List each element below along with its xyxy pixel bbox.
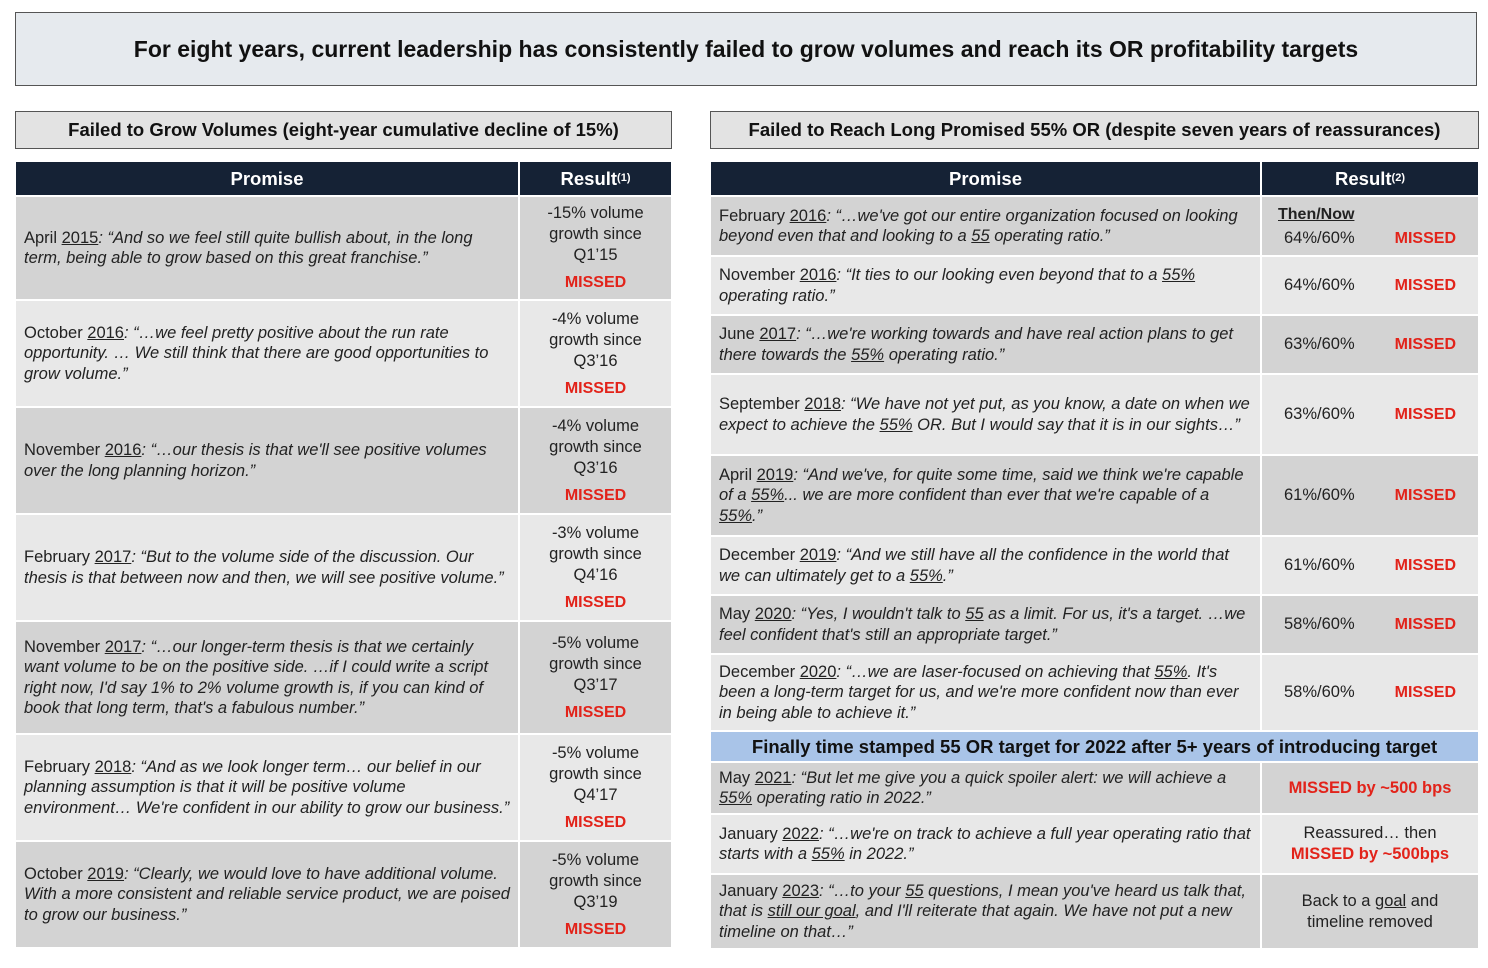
promise-quote-part: 55% — [1154, 662, 1188, 681]
promise-cell — [711, 763, 1260, 813]
page-title: For eight years, current leadership has consistently failed to grow volumes and reach its OR profitability targets — [133, 35, 1359, 62]
promise-quote-part: : “We have not yet put, as you know, a date on when we expect to achieve the — [719, 395, 1250, 434]
result-cell — [518, 197, 671, 299]
footnote-marker: (1) — [617, 171, 631, 184]
or-promise-row — [711, 314, 1478, 373]
or-then-now-value: 63%/60% — [1284, 335, 1355, 353]
promise-quote-part: 55% — [851, 345, 885, 364]
promise-text — [719, 265, 1254, 306]
result-values — [1262, 555, 1478, 576]
volume-promise-row — [16, 195, 671, 299]
volume-promise-row — [16, 406, 671, 513]
result-cell — [1260, 537, 1478, 594]
or-promise-row — [711, 195, 1478, 255]
promise-date: October — [24, 323, 88, 342]
volume-promise-row — [16, 513, 671, 620]
or-promise-row — [711, 594, 1478, 653]
missed-label: MISSED — [564, 920, 627, 938]
promise-quote-part: operating ratio.” — [719, 286, 835, 305]
result-values — [1262, 485, 1478, 506]
result-note-goal: goal — [1375, 891, 1407, 910]
promise-quote-part: 55 — [971, 227, 990, 245]
right-section-heading — [710, 111, 1479, 149]
promise-quote-part: operating ratio.” — [989, 227, 1110, 245]
promise-quote-part: , and I'll reiterate that again. We have not put a new timeline on that…” — [719, 902, 1232, 941]
result-values — [1262, 404, 1478, 425]
promise-quote-part: : “It ties to our looking even beyond that to a — [836, 266, 1163, 284]
promise-quote-part: : “…we've got our entire organization focused on looking beyond even that and looking to a — [719, 206, 1238, 245]
col-promise-header: Promise — [948, 167, 1022, 189]
volume-promise-row — [16, 620, 671, 733]
missed-label: MISSED — [564, 593, 627, 611]
missed-label: MISSED — [1394, 487, 1456, 504]
promise-cell — [711, 875, 1260, 948]
result-cell — [1260, 763, 1478, 813]
promise-cell — [16, 301, 518, 406]
or-then-now-value: 64%/60% — [1284, 228, 1355, 247]
promise-quote-part: 55% — [719, 789, 753, 807]
promise-year: 2020 — [799, 662, 837, 681]
result-cell — [1260, 596, 1478, 653]
promise-quote-part: ... we are more confident than ever that we're capable of a — [784, 486, 1210, 505]
missed-label: MISSED — [564, 703, 627, 721]
promise-quote-part: OR. But I would say that it is in our sights…” — [912, 415, 1240, 434]
promise-quote-part: as a limit. For us, it's a target. …we feel confident that's still an appropriate target.” — [719, 605, 1246, 644]
missed-label: MISSED — [1394, 557, 1456, 574]
result-values — [1262, 275, 1478, 296]
promise-cell — [711, 197, 1260, 255]
footnote-marker: (2) — [1391, 171, 1405, 184]
col-result-header: Result $^{(2)}$ — [1260, 162, 1478, 195]
promise-year: 2019 — [756, 465, 794, 484]
promise-quote-part: 55% — [751, 486, 785, 505]
result-text: -4% volume growth since Q3’16 — [549, 309, 642, 370]
promise-quote-part: still our goal — [767, 902, 856, 921]
promise-year: 2015 — [61, 228, 99, 247]
promise-quote-part: 55 — [905, 881, 924, 900]
or-then-now-value: 58%/60% — [1284, 683, 1355, 701]
promise-quote: : “And as we look longer term… our belief in our planning assumption is that it will be positive volume environment… We're confident in our ability to grow our business.” — [24, 757, 510, 817]
promise-text — [719, 465, 1254, 527]
promise-quote: : “And so we feel still quite bullish about, in the long term, being able to grow based on this great franchise.” — [24, 228, 473, 267]
promise-date: January — [719, 824, 783, 843]
promise-year: 2023 — [782, 881, 820, 900]
promise-cell — [711, 257, 1260, 314]
left-section-heading — [15, 111, 672, 149]
promise-cell — [16, 842, 518, 947]
result-text: -15% volume growth since Q1’15 — [547, 204, 644, 264]
or-table-header — [711, 162, 1478, 195]
promise-year: 2019 — [799, 546, 837, 564]
promise-cell — [16, 622, 518, 733]
result-note — [1262, 891, 1478, 933]
promise-date: November — [719, 266, 800, 284]
promise-date: April — [719, 465, 757, 484]
result-cell — [518, 408, 671, 513]
or-final-row — [711, 873, 1478, 948]
missed-label: MISSED — [1394, 616, 1456, 633]
missed-label: MISSED — [564, 486, 627, 504]
promise-year: 2016 — [104, 441, 142, 459]
promise-text — [719, 394, 1254, 435]
promise-text — [719, 881, 1254, 943]
promise-cell — [711, 815, 1260, 873]
promise-date: November — [24, 637, 105, 656]
promise-quote-part: 55 — [965, 605, 984, 623]
or-final-row — [711, 813, 1478, 873]
or-promise-row — [711, 454, 1478, 535]
result-values — [1262, 334, 1478, 355]
or-promise-row — [711, 255, 1478, 314]
promise-text — [719, 324, 1254, 365]
promise-quote-part: : “But let me give you a quick spoiler alert: we will achieve a — [791, 768, 1227, 787]
promise-year: 2016 — [87, 323, 124, 342]
promise-text — [24, 228, 512, 269]
volume-promise-row — [16, 840, 671, 947]
missed-label: MISSED — [564, 813, 627, 831]
or-final-row — [711, 761, 1478, 813]
promise-year: 2018 — [804, 395, 842, 413]
missed-by-label: MISSED by ~500 bps — [1288, 778, 1452, 797]
promise-year: 2021 — [754, 768, 792, 787]
promise-quote-part: operating ratio in 2022.” — [752, 789, 931, 807]
promise-quote-part: in 2022.” — [844, 845, 914, 863]
promise-quote-part: 55% — [719, 506, 753, 525]
missed-label: MISSED — [564, 274, 627, 291]
promise-text — [24, 547, 512, 588]
promise-text — [24, 864, 512, 926]
promise-text — [719, 206, 1254, 247]
missed-label: MISSED — [1394, 406, 1456, 423]
promise-date: April — [24, 228, 62, 247]
result-text: -5% volume growth since Q4’17 — [549, 743, 642, 804]
or-then-now-value: 58%/60% — [1284, 615, 1355, 633]
promise-text — [24, 757, 512, 819]
result-cell — [518, 301, 671, 406]
promise-quote: : “But to the volume side of the discussion. Our thesis is that between now and then, we will see positive volume.” — [24, 548, 504, 587]
promise-year: 2017 — [94, 548, 132, 566]
promise-cell — [711, 375, 1260, 454]
missed-label: MISSED — [1394, 229, 1456, 247]
target-timestamp-banner: Finally time stamped 55 OR target for 2022 after 5+ years of introducing target — [711, 730, 1478, 761]
promise-quote-part: 55% — [909, 566, 943, 585]
promise-date: February — [719, 206, 790, 225]
result-note-part: and timeline removed — [1307, 891, 1439, 931]
missed-label: MISSED — [564, 379, 627, 397]
promise-quote-part: : “…we're working towards and have real action plans to get there towards the — [719, 325, 1234, 364]
promise-text — [24, 323, 512, 385]
promise-cell — [16, 408, 518, 513]
or-then-now-value: 61%/60% — [1284, 486, 1355, 504]
promise-year: 2017 — [104, 637, 142, 656]
promise-year: 2019 — [87, 864, 124, 883]
result-cell — [518, 515, 671, 620]
or-promise-row — [711, 653, 1478, 730]
promise-date: February — [24, 757, 95, 776]
promise-cell — [711, 456, 1260, 535]
or-then-now-value: 64%/60% — [1284, 276, 1355, 294]
volume-promise-row — [16, 733, 671, 840]
promise-cell — [16, 515, 518, 620]
promise-quote-part: : “…we're on track to achieve a full year operating ratio that starts with a — [719, 824, 1251, 863]
promise-date: October — [24, 864, 88, 883]
promise-quote: : “…we feel pretty positive about the run rate opportunity. … We still think that there are good opportunities to grow volume.” — [24, 323, 489, 383]
right-heading-text: Failed to Reach Long Promised 55% OR (despite seven years of reassurances) — [748, 119, 1441, 140]
missed-by-label: MISSED by ~500bps — [1290, 845, 1450, 863]
promise-quote-part: : “…to your — [819, 881, 906, 900]
page-title-banner — [15, 12, 1477, 86]
result-values — [1262, 682, 1478, 703]
promise-text — [719, 545, 1254, 586]
missed-label: MISSED — [1394, 336, 1456, 353]
result-values — [1262, 614, 1478, 635]
promise-text — [719, 604, 1254, 645]
promise-text — [719, 768, 1254, 809]
result-text: -5% volume growth since Q3’19 — [549, 850, 642, 911]
promise-quote-part: : “Yes, I wouldn't talk to — [791, 605, 966, 623]
result-values — [1262, 228, 1478, 249]
or-table-body — [711, 195, 1478, 948]
promise-cell — [16, 735, 518, 840]
promise-cell — [711, 316, 1260, 373]
promise-cell — [711, 596, 1260, 653]
or-then-now-value: 61%/60% — [1284, 556, 1355, 574]
promise-quote-part: 55% — [879, 415, 913, 434]
or-promise-row — [711, 373, 1478, 454]
result-cell — [518, 842, 671, 947]
promise-date: December — [719, 546, 800, 564]
result-note-part: Back to a — [1301, 891, 1376, 910]
promise-quote-part: : “And we still have all the confidence in the world that we can ultimately get to a — [719, 546, 1229, 585]
left-heading-text: Failed to Grow Volumes (eight-year cumulative decline of 15%) — [68, 119, 619, 140]
promise-year: 2020 — [754, 605, 792, 623]
volumes-table — [16, 162, 671, 947]
promise-date: February — [24, 548, 95, 566]
promise-quote-part: operating ratio.” — [884, 345, 1005, 364]
result-cell — [1260, 815, 1478, 873]
promise-quote-part: .” — [752, 506, 763, 525]
result-cell — [1260, 375, 1478, 454]
result-cell — [1260, 456, 1478, 535]
volume-promise-row — [16, 299, 671, 406]
col-promise-header: Promise — [230, 167, 304, 189]
promise-date: May — [719, 605, 755, 623]
or-promise-row — [711, 535, 1478, 594]
result-text: -3% volume growth since Q4’16 — [549, 523, 642, 584]
result-text: -5% volume growth since Q3’17 — [549, 633, 642, 694]
result-cell — [518, 735, 671, 840]
promise-year: 2016 — [789, 206, 827, 225]
promise-text — [719, 824, 1254, 865]
missed-label: MISSED — [1394, 277, 1456, 294]
volumes-table-header — [16, 162, 671, 195]
promise-date: September — [719, 395, 805, 413]
result-cell — [1260, 197, 1478, 255]
promise-date: May — [719, 768, 755, 787]
result-cell — [1260, 257, 1478, 314]
promise-cell — [16, 197, 518, 299]
promise-quote: : “…our longer-term thesis is that we certainly want volume to be on the positive side. …if I could write a script right now, I'd say 1% to 2% volume growth is, if you can kind of book that long term, that's a fabulous number.” — [24, 637, 489, 717]
missed-label: MISSED — [1394, 684, 1456, 701]
promise-quote-part: : “And we've, for quite some time, said we think we're capable of a — [719, 465, 1244, 505]
promise-cell — [711, 537, 1260, 594]
or-table — [711, 162, 1478, 948]
promise-text — [24, 637, 512, 719]
result-cell — [1260, 316, 1478, 373]
promise-year: 2022 — [782, 824, 820, 843]
col-result-header: Result $^{(1)}$ — [518, 162, 671, 195]
result-cell — [1260, 875, 1478, 948]
promise-year: 2016 — [799, 266, 837, 284]
result-cell — [1260, 655, 1478, 730]
promise-cell — [711, 655, 1260, 730]
result-text: -4% volume growth since Q3’16 — [549, 416, 642, 477]
promise-year: 2018 — [94, 757, 132, 776]
promise-quote: : “…our thesis is that we'll see positive volumes over the long planning horizon.” — [24, 441, 487, 480]
promise-quote-part: : “…we are laser-focused on achieving that — [836, 662, 1155, 681]
promise-quote-part: .” — [942, 566, 953, 585]
promise-quote-part: 55% — [1162, 266, 1196, 284]
promise-date: November — [24, 441, 105, 459]
or-then-now-value: 63%/60% — [1284, 405, 1355, 423]
volumes-table-body — [16, 195, 671, 947]
result-cell — [518, 622, 671, 733]
promise-date: December — [719, 662, 800, 681]
promise-text — [719, 662, 1254, 724]
promise-date: January — [719, 881, 783, 900]
promise-quote: : “Clearly, we would love to have additional volume. With a more consistent and reliable service product, we are poised to grow our business.” — [24, 864, 510, 924]
promise-quote-part: questions, I mean you've heard us talk that, that is — [719, 881, 1246, 921]
result-note: Reassured… then — [1303, 824, 1437, 842]
promise-date: June — [719, 325, 760, 343]
promise-text — [24, 440, 512, 481]
then-now-label: Then/Now — [1278, 205, 1355, 223]
promise-quote-part: 55% — [811, 845, 845, 863]
promise-quote-part: . It's been a long-term target for us, and we're more confident now than ever in being able to achieve it.” — [719, 662, 1239, 722]
promise-year: 2017 — [759, 325, 797, 343]
